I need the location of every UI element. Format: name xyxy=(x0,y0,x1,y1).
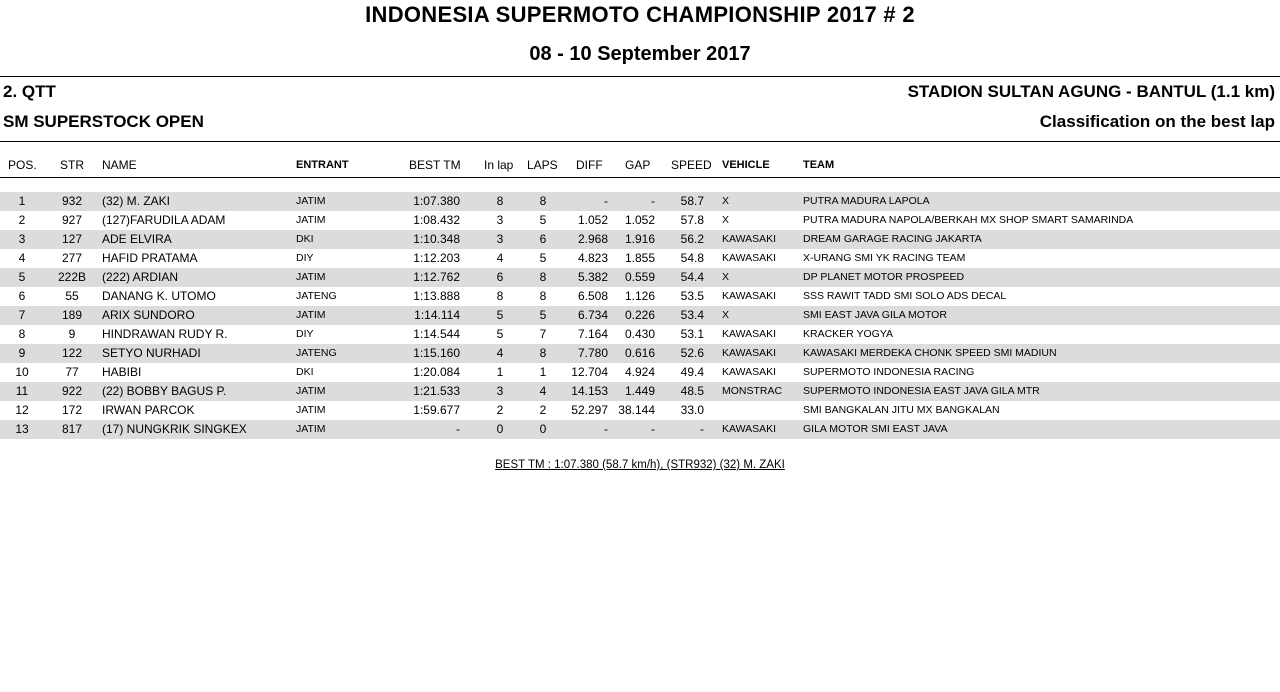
cell-best-tm: 1:12.762 xyxy=(413,270,460,284)
cell-vehicle: X xyxy=(722,309,730,321)
cell-str: 222B xyxy=(57,270,87,284)
cell-laps: 5 xyxy=(539,251,547,265)
table-row xyxy=(0,249,1280,268)
cell-team: SSS RAWIT TADD SMI SOLO ADS DECAL xyxy=(803,290,1007,302)
cell-speed: 33.0 xyxy=(680,403,704,417)
cell-pos: 7 xyxy=(18,308,26,322)
cell-in-lap: 8 xyxy=(496,194,504,208)
table-row xyxy=(0,192,1280,211)
cell-str: 122 xyxy=(61,346,83,360)
cell-vehicle: KAWASAKI xyxy=(722,423,777,435)
table-row xyxy=(0,211,1280,230)
col-vehicle: VEHICLE xyxy=(722,159,770,171)
cell-vehicle: X xyxy=(722,214,730,226)
cell-in-lap: 5 xyxy=(496,327,504,341)
cell-diff: 4.823 xyxy=(577,251,608,265)
best-lap-text: BEST TM : 1:07.380 (58.7 km/h), (STR932) (32) M. ZAKI xyxy=(495,459,785,471)
cell-pos: 10 xyxy=(15,365,29,379)
cell-pos: 12 xyxy=(15,403,29,417)
cell-entrant: JATIM xyxy=(296,271,326,283)
cell-in-lap: 0 xyxy=(496,422,504,436)
cell-str: 922 xyxy=(61,384,83,398)
cell-pos: 5 xyxy=(18,270,26,284)
cell-laps: 8 xyxy=(539,270,547,284)
cell-speed: 53.4 xyxy=(680,308,704,322)
cell-in-lap: 8 xyxy=(496,289,504,303)
cell-entrant: JATIM xyxy=(296,195,326,207)
cell-in-lap: 3 xyxy=(496,232,504,246)
cell-str: 932 xyxy=(61,194,83,208)
cell-laps: 8 xyxy=(539,289,547,303)
cell-gap: 4.924 xyxy=(624,365,655,379)
col-gap: GAP xyxy=(625,158,651,172)
col-diff: DIFF xyxy=(576,158,603,172)
cell-speed: 48.5 xyxy=(680,384,704,398)
table-row xyxy=(0,268,1280,287)
cell-str: 127 xyxy=(61,232,83,246)
cell-str: 927 xyxy=(61,213,83,227)
cell-best-tm: 1:15.160 xyxy=(413,346,460,360)
cell-speed: - xyxy=(700,422,704,436)
table-row xyxy=(0,363,1280,382)
cell-entrant: JATIM xyxy=(296,423,326,435)
cell-pos: 6 xyxy=(18,289,26,303)
cell-team: KAWASAKI MERDEKA CHONK SPEED SMI MADIUN xyxy=(803,347,1057,359)
cell-diff: 7.164 xyxy=(577,327,608,341)
cell-entrant: JATENG xyxy=(296,290,337,302)
table-row xyxy=(0,344,1280,363)
cell-name: HABIBI xyxy=(102,365,142,379)
cell-laps: 8 xyxy=(539,346,547,360)
cell-team: SMI BANGKALAN JITU MX BANGKALAN xyxy=(803,404,1000,416)
cell-team: DP PLANET MOTOR PROSPEED xyxy=(803,271,965,283)
cell-best-tm: 1:59.677 xyxy=(413,403,460,417)
cell-gap: 1.126 xyxy=(624,289,655,303)
cell-speed: 56.2 xyxy=(680,232,704,246)
cell-team: KRACKER YOGYA xyxy=(803,328,894,340)
col-speed: SPEED xyxy=(671,158,712,172)
classification-label: Classification on the best lap xyxy=(1039,112,1275,131)
table-row xyxy=(0,306,1280,325)
table-row xyxy=(0,287,1280,306)
cell-speed: 57.8 xyxy=(680,213,704,227)
cell-entrant: JATENG xyxy=(296,347,337,359)
best-lap-summary xyxy=(0,459,1280,471)
cell-best-tm: 1:14.114 xyxy=(414,308,460,322)
col-in-lap: In lap xyxy=(484,158,514,172)
cell-entrant: JATIM xyxy=(296,309,326,321)
event-dates: 08 - 10 September 2017 xyxy=(529,43,751,65)
cell-gap: 1.449 xyxy=(624,384,655,398)
cell-gap: 0.226 xyxy=(624,308,655,322)
table-row xyxy=(0,230,1280,249)
cell-gap: 0.430 xyxy=(624,327,655,341)
col-str: STR xyxy=(60,158,84,172)
cell-in-lap: 2 xyxy=(496,403,504,417)
cell-team: X-URANG SMI YK RACING TEAM xyxy=(803,252,966,264)
cell-in-lap: 4 xyxy=(496,346,504,360)
cell-str: 817 xyxy=(61,422,83,436)
cell-best-tm: 1:12.203 xyxy=(413,251,460,265)
cell-vehicle: KAWASAKI xyxy=(722,347,777,359)
cell-diff: 7.780 xyxy=(577,346,608,360)
cell-laps: 5 xyxy=(539,308,547,322)
table-row xyxy=(0,420,1280,439)
cell-team: SUPERMOTO INDONESIA RACING xyxy=(803,366,975,378)
cell-diff: 52.297 xyxy=(571,403,608,417)
cell-name: (127)FARUDILA ADAM xyxy=(102,213,226,227)
cell-gap: - xyxy=(651,194,655,208)
cell-best-tm: 1:10.348 xyxy=(413,232,460,246)
cell-best-tm: 1:07.380 xyxy=(413,194,460,208)
col-team: TEAM xyxy=(803,159,835,171)
cell-diff: 5.382 xyxy=(577,270,608,284)
cell-vehicle: X xyxy=(722,271,730,283)
cell-pos: 1 xyxy=(18,194,26,208)
cell-str: 277 xyxy=(61,251,83,265)
cell-str: 9 xyxy=(68,327,76,341)
cell-gap: 1.855 xyxy=(624,251,655,265)
cell-entrant: JATIM xyxy=(296,404,326,416)
cell-speed: 58.7 xyxy=(680,194,704,208)
cell-in-lap: 4 xyxy=(496,251,504,265)
cell-speed: 53.5 xyxy=(680,289,704,303)
col-entrant: ENTRANT xyxy=(296,159,349,171)
cell-name: (32) M. ZAKI xyxy=(102,194,171,208)
cell-diff: - xyxy=(604,422,608,436)
cell-team: GILA MOTOR SMI EAST JAVA xyxy=(803,423,948,435)
cell-laps: 1 xyxy=(539,365,547,379)
cell-entrant: DKI xyxy=(296,233,314,245)
cell-vehicle: KAWASAKI xyxy=(722,252,777,264)
cell-str: 189 xyxy=(61,308,83,322)
session-label: 2. QTT xyxy=(3,82,56,101)
cell-name: HINDRAWAN RUDY R. xyxy=(102,327,228,341)
table-row xyxy=(0,325,1280,344)
cell-pos: 4 xyxy=(18,251,26,265)
cell-name: ARIX SUNDORO xyxy=(102,308,195,322)
results-table xyxy=(0,192,1280,439)
cell-entrant: DKI xyxy=(296,366,314,378)
cell-pos: 13 xyxy=(15,422,29,436)
cell-vehicle: KAWASAKI xyxy=(722,328,777,340)
cell-name: (17) NUNGKRIK SINGKEX xyxy=(102,422,247,436)
cell-best-tm: 1:08.432 xyxy=(413,213,460,227)
results-title: INDONESIA SUPERMOTO CHAMPIONSHIP 2017 # 2 xyxy=(365,2,915,27)
cell-laps: 6 xyxy=(539,232,547,246)
cell-team: SUPERMOTO INDONESIA EAST JAVA GILA MTR xyxy=(803,385,1040,397)
cell-entrant: DIY xyxy=(296,252,314,264)
cell-diff: 6.508 xyxy=(577,289,608,303)
divider-header xyxy=(0,177,1280,178)
divider-top xyxy=(0,76,1280,77)
cell-name: DANANG K. UTOMO xyxy=(102,289,216,303)
cell-gap: 1.916 xyxy=(624,232,655,246)
cell-speed: 53.1 xyxy=(680,327,704,341)
cell-speed: 54.8 xyxy=(680,251,704,265)
cell-str: 77 xyxy=(65,365,79,379)
cell-vehicle: MONSTRAC xyxy=(722,385,783,397)
cell-in-lap: 1 xyxy=(496,365,504,379)
cell-entrant: DIY xyxy=(296,328,314,340)
cell-gap: 1.052 xyxy=(624,213,655,227)
cell-laps: 0 xyxy=(539,422,547,436)
category-label: SM SUPERSTOCK OPEN xyxy=(3,112,204,131)
cell-best-tm: 1:13.888 xyxy=(413,289,460,303)
cell-speed: 49.4 xyxy=(680,365,704,379)
cell-gap: - xyxy=(651,422,655,436)
cell-name: HAFID PRATAMA xyxy=(102,251,198,265)
cell-entrant: JATIM xyxy=(296,214,326,226)
cell-name: SETYO NURHADI xyxy=(102,346,201,360)
cell-diff: 6.734 xyxy=(577,308,608,322)
table-row xyxy=(0,401,1280,420)
table-row xyxy=(0,382,1280,401)
cell-speed: 52.6 xyxy=(680,346,704,360)
cell-str: 55 xyxy=(65,289,79,303)
cell-best-tm: 1:20.084 xyxy=(413,365,460,379)
cell-pos: 9 xyxy=(18,346,26,360)
cell-laps: 8 xyxy=(539,194,547,208)
cell-vehicle: KAWASAKI xyxy=(722,233,777,245)
cell-entrant: JATIM xyxy=(296,385,326,397)
cell-diff: - xyxy=(604,194,608,208)
cell-vehicle: X xyxy=(722,195,730,207)
cell-diff: 2.968 xyxy=(577,232,608,246)
cell-name: (22) BOBBY BAGUS P. xyxy=(102,384,227,398)
cell-laps: 2 xyxy=(539,403,547,417)
cell-pos: 8 xyxy=(18,327,26,341)
cell-vehicle: KAWASAKI xyxy=(722,290,777,302)
cell-pos: 2 xyxy=(18,213,26,227)
cell-team: PUTRA MADURA LAPOLA xyxy=(803,195,930,207)
venue-label: STADION SULTAN AGUNG - BANTUL (1.1 km) xyxy=(907,82,1275,101)
cell-name: ADE ELVIRA xyxy=(102,232,172,246)
cell-vehicle: KAWASAKI xyxy=(722,366,777,378)
cell-str: 172 xyxy=(61,403,83,417)
cell-laps: 4 xyxy=(539,384,547,398)
cell-pos: 3 xyxy=(18,232,26,246)
cell-gap: 0.616 xyxy=(624,346,655,360)
cell-speed: 54.4 xyxy=(680,270,704,284)
cell-name: (222) ARDIAN xyxy=(102,270,179,284)
cell-diff: 14.153 xyxy=(571,384,608,398)
cell-in-lap: 3 xyxy=(496,213,504,227)
cell-best-tm: - xyxy=(456,422,460,436)
cell-in-lap: 5 xyxy=(496,308,504,322)
cell-in-lap: 3 xyxy=(496,384,504,398)
col-laps: LAPS xyxy=(527,158,558,172)
cell-pos: 11 xyxy=(15,384,29,398)
cell-laps: 7 xyxy=(539,327,547,341)
cell-in-lap: 6 xyxy=(496,270,504,284)
cell-team: PUTRA MADURA NAPOLA/BERKAH MX SHOP SMART SAMARINDA xyxy=(803,214,1134,226)
cell-gap: 0.559 xyxy=(624,270,655,284)
col-best-tm: BEST TM xyxy=(409,158,461,172)
cell-best-tm: 1:14.544 xyxy=(413,327,460,341)
col-name: NAME xyxy=(102,158,137,172)
cell-name: IRWAN PARCOK xyxy=(102,403,195,417)
cell-best-tm: 1:21.533 xyxy=(413,384,460,398)
cell-team: SMI EAST JAVA GILA MOTOR xyxy=(803,309,947,321)
cell-laps: 5 xyxy=(539,213,547,227)
cell-gap: 38.144 xyxy=(618,403,655,417)
cell-diff: 12.704 xyxy=(571,365,608,379)
col-pos: POS. xyxy=(8,158,37,172)
cell-team: DREAM GARAGE RACING JAKARTA xyxy=(803,233,982,245)
divider-middle xyxy=(0,141,1280,142)
cell-diff: 1.052 xyxy=(577,213,608,227)
